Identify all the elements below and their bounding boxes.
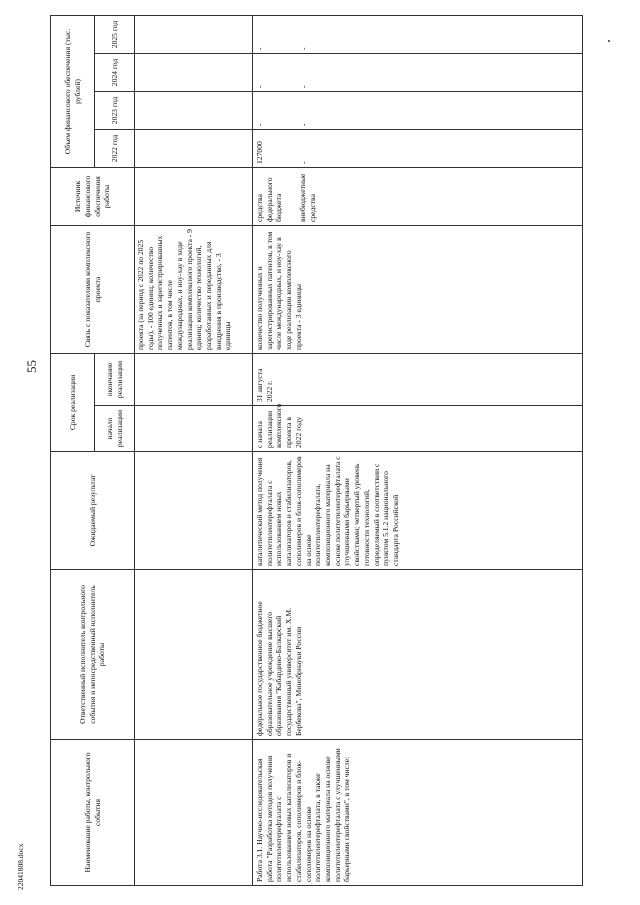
- funding-2022-cell: [253, 129, 583, 167]
- header-period: Срок реализации: [51, 353, 95, 451]
- header-work-name: Наименование работы, контрольного события: [51, 740, 135, 886]
- header-executor: Ответственный исполнитель контрольного события и непосредственный исполнитель работы: [51, 570, 135, 740]
- funding-2025-cell: [253, 15, 583, 53]
- work-plan-table: [50, 15, 583, 886]
- work-name-cell: Работа 3.1. Научно-исследовательская работа "Разработка методов получения политетилентерефталата с использованием новых катализаторов и стабилизаторов, сополимеров и блок-сополимеров на основе политетилентерефталата, в также композиционного материала на основе политетилентерефталата с улучшенными барьерными свойствами", в том числе:: [253, 740, 583, 886]
- funding-ext-2022: -: [298, 161, 308, 164]
- header-source: Источник финансового обеспечения работы: [51, 167, 135, 225]
- funding-2023-cell: [253, 91, 583, 129]
- funding-2024-cell: [253, 53, 583, 91]
- header-result: Ожидаемый результат: [51, 452, 135, 570]
- end-cell: 31 августа 2022 г.: [253, 353, 583, 405]
- cont-cell-7: [135, 167, 253, 225]
- cont-cell-11: [135, 15, 253, 53]
- cont-cell-10: [135, 53, 253, 91]
- cont-cell-2: [135, 570, 253, 740]
- funding-ext-2023: -: [298, 123, 308, 126]
- header-funding: Объем финансового обеспечения (тыс. рублей): [51, 15, 95, 167]
- cont-cell-3: [135, 452, 253, 570]
- cont-link-text: проекта (за период с 2022 по 2025 годы), - 100 единиц; количество полученных и зарегистрированных патентов, в том числе международных, и ноу-хау в ходе реализации комплексного проекта - 9 единиц; количество технологий, разработанных и переданных для внедрения в производство, - 3 единицы: [135, 225, 253, 353]
- page-number: 55: [24, 360, 39, 374]
- funding-fed-2025: -: [255, 47, 264, 50]
- start-cell: с начала реализации комплексного проекта в 2022 году: [253, 406, 583, 452]
- header-year-2023: 2023 год: [95, 91, 135, 129]
- funding-fed-2023: -: [255, 123, 264, 126]
- funding-ext-2025: -: [298, 47, 308, 50]
- header-year-2025: 2025 год: [95, 15, 135, 53]
- link-cell: количество полученных и зарегистрированных патентов, в том числе международных, и ноу-хау в ходе реализации комплексного проекта - 3 единицы: [253, 225, 583, 353]
- rotated-page: [50, 16, 630, 886]
- result-cell: каталитический метод получения политетилентерефталата с использованием новых катализаторов и стабилизаторов, сополимеров и блок-сополимеров на основе политетилентерефталата, композиционного материала на основе политетилентерефталата с улучшенными барьерными свойствами; четвертый уровень готовности технологий, определяемый в соответствии с пунктом 5.1.2 национального стандарта Российской: [253, 452, 583, 570]
- header-link: Связь с показателями комплексного проекта: [51, 225, 135, 353]
- table-header: [51, 15, 135, 885]
- cont-cell-1: [135, 740, 253, 886]
- cont-cell-4: [135, 406, 253, 452]
- header-start: начало реализации: [95, 406, 135, 452]
- funding-fed-2022: 127000: [255, 141, 264, 164]
- header-year-2022: 2022 год: [95, 129, 135, 167]
- funding-ext-2024: -: [298, 85, 308, 88]
- cont-cell-8: [135, 129, 253, 167]
- executor-cell: федеральное государственное бюджетное образовательное учреждение высшего образования "Кабардино-Балкарский государственный университет им. Х.М. Бербекова", Минобрнауки России: [253, 570, 583, 740]
- cont-cell-9: [135, 91, 253, 129]
- header-year-2024: 2024 год: [95, 53, 135, 91]
- source-federal: средства федерального бюджета: [255, 177, 284, 222]
- header-end: окончание реализации: [95, 353, 135, 405]
- footer-filename: 22041808.docx: [16, 843, 25, 890]
- cont-cell-5: [135, 353, 253, 405]
- table-row-work-3-1: [253, 15, 583, 885]
- source-cell: [253, 167, 583, 225]
- funding-fed-2024: -: [255, 85, 264, 88]
- table-row-continuation: [135, 15, 253, 885]
- source-extrabudget: внебюджетные средства: [298, 173, 317, 222]
